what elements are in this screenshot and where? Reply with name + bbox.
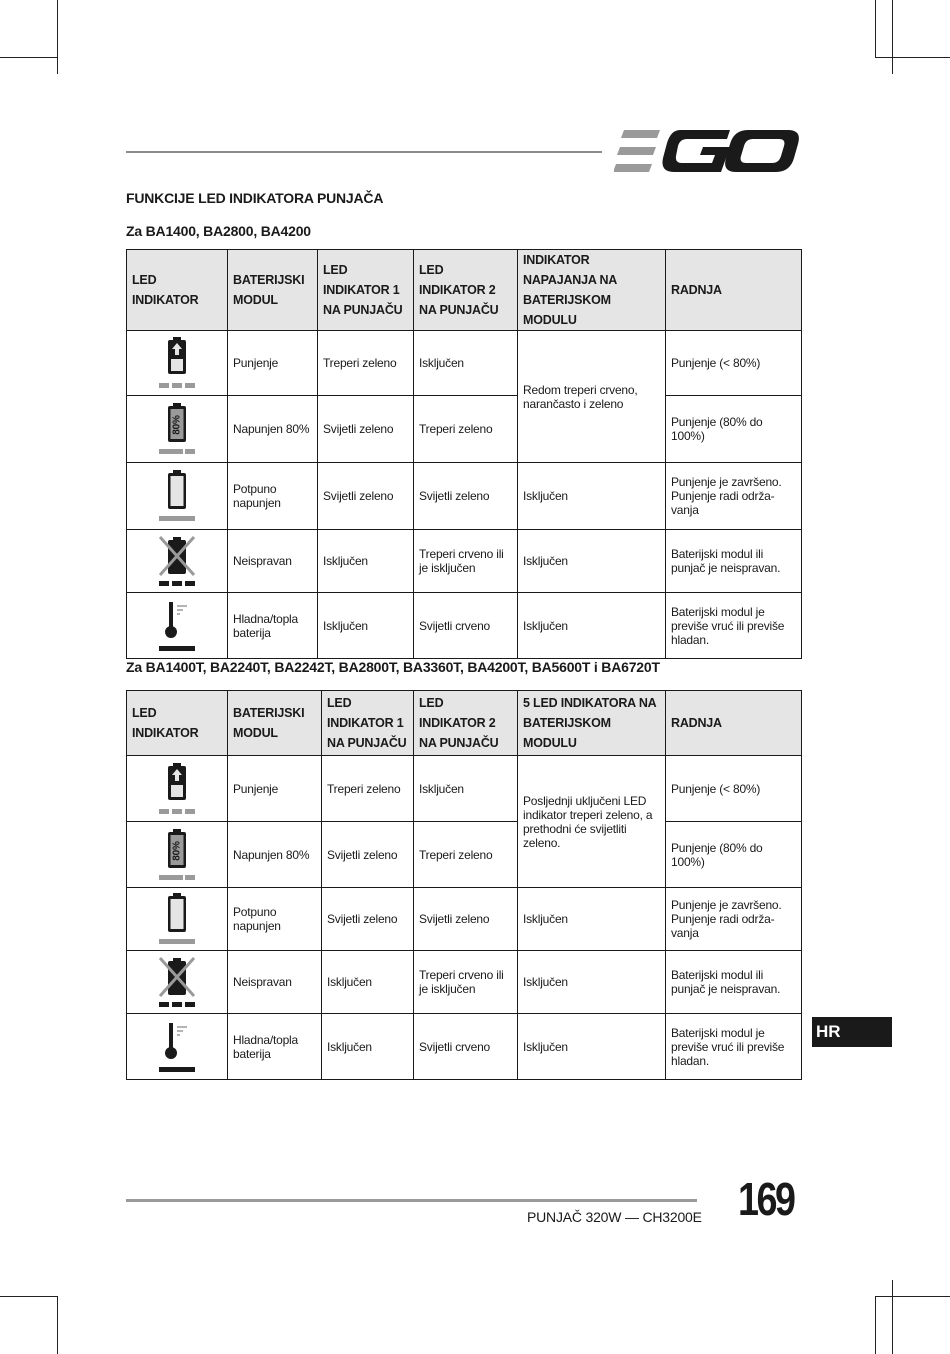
crop-mark	[0, 57, 57, 58]
battery-faulty-icon	[155, 533, 199, 589]
battery-leds-state: Isključen	[518, 1014, 666, 1080]
led1-state: Svijetli zeleno	[322, 822, 414, 888]
table-header-row	[127, 250, 802, 331]
led-table-1	[126, 249, 802, 659]
svg-text:80%: 80%	[171, 415, 183, 435]
battery-state: Neispravan	[228, 951, 322, 1014]
battery-state: Punjenje	[228, 331, 318, 396]
action-text: Punjenje (< 80%)	[666, 756, 802, 822]
led1-state: Isključen	[322, 1014, 414, 1080]
header-led-indicator: LED INDIKATOR	[127, 250, 228, 331]
battery-faulty-icon	[155, 954, 199, 1010]
battery-state: Potpuno napunjen	[228, 463, 318, 530]
battery-state: Neispravan	[228, 530, 318, 593]
led2-state: Treperi zeleno	[414, 822, 518, 888]
header-led2: LED INDIKATOR 2 NA PUNJAČU	[414, 691, 518, 756]
action-text: Baterijski modul je previše vruć ili previše hladan.	[666, 593, 802, 659]
crop-mark	[892, 0, 893, 74]
battery-state: Punjenje	[228, 756, 322, 822]
led2-state: Treperi crveno ili je isključen	[414, 951, 518, 1014]
battery-state: Napunjen 80%	[228, 822, 322, 888]
led-indicator-cell	[127, 822, 228, 888]
power-indicator-state: Isključen	[518, 463, 666, 530]
table-row	[127, 951, 802, 1014]
page-title: FUNKCIJE LED INDIKATORA PUNJAČA	[126, 190, 384, 206]
table-row	[127, 593, 802, 659]
language-tab: HR	[812, 1017, 892, 1047]
battery-leds-state: Posljednji uključeni LED indikator treperi zeleno, a prethodni će svijetliti zeleno.	[518, 756, 666, 888]
led-indicator-cell	[127, 530, 228, 593]
led-indicator-cell	[127, 1014, 228, 1080]
footer-rule	[126, 1199, 697, 1202]
table1-subtitle: Za BA1400, BA2800, BA4200	[126, 223, 311, 239]
led2-state: Isključen	[414, 331, 518, 396]
battery-charging-icon	[155, 761, 199, 817]
action-text: Punjenje (80% do 100%)	[666, 396, 802, 463]
ego-logo	[614, 128, 800, 174]
header-battery-module: BATERIJSKI MODUL	[228, 691, 322, 756]
led-indicator-cell	[127, 756, 228, 822]
led-indicator-cell	[127, 888, 228, 951]
action-text: Baterijski modul ili punjač je neispravan.	[666, 530, 802, 593]
crop-mark	[875, 0, 876, 58]
power-indicator-state: Isključen	[518, 593, 666, 659]
table-row	[127, 530, 802, 593]
led2-state: Svijetli zeleno	[414, 463, 518, 530]
header-battery-leds: 5 LED INDIKATORA NA BATERIJSKOM MODULU	[518, 691, 666, 756]
led-indicator-cell	[127, 396, 228, 463]
battery-leds-state: Isključen	[518, 951, 666, 1014]
action-text: Punjenje (80% do 100%)	[666, 822, 802, 888]
led1-state: Isključen	[322, 951, 414, 1014]
battery-full-icon	[155, 468, 199, 524]
crop-mark	[0, 1296, 57, 1297]
table-row	[127, 331, 802, 396]
table-row	[127, 888, 802, 951]
led1-state: Svijetli zeleno	[318, 396, 414, 463]
battery-state: Napunjen 80%	[228, 396, 318, 463]
led1-state: Isključen	[318, 530, 414, 593]
crop-mark	[875, 1296, 876, 1354]
led1-state: Svijetli zeleno	[322, 888, 414, 951]
header-battery-module: BATERIJSKI MODUL	[228, 250, 318, 331]
led1-state: Isključen	[318, 593, 414, 659]
led2-state: Treperi crveno ili je isključen	[414, 530, 518, 593]
power-indicator-state: Isključen	[518, 530, 666, 593]
table-row	[127, 463, 802, 530]
header-led2: LED INDIKATOR 2 NA PUNJAČU	[414, 250, 518, 331]
led-indicator-cell	[127, 331, 228, 396]
led2-state: Treperi zeleno	[414, 396, 518, 463]
battery-state: Potpuno napunjen	[228, 888, 322, 951]
header-led-indicator: LED INDIKATOR	[127, 691, 228, 756]
table-row	[127, 756, 802, 822]
led2-state: Isključen	[414, 756, 518, 822]
led-indicator-cell	[127, 463, 228, 530]
header-power-indicator: INDIKATOR NAPAJANJA NA BATERIJSKOM MODULU	[518, 250, 666, 331]
table-row	[127, 396, 802, 463]
led2-state: Svijetli zeleno	[414, 888, 518, 951]
led-indicator-cell	[127, 951, 228, 1014]
action-text: Punjenje je završeno. Punjenje radi održa-vanja	[666, 888, 802, 951]
header-led1: LED INDIKATOR 1 NA PUNJAČU	[322, 691, 414, 756]
crop-mark	[57, 0, 58, 74]
battery-state: Hladna/topla baterija	[228, 593, 318, 659]
crop-mark	[876, 57, 950, 58]
action-text: Punjenje je završeno. Punjenje radi održa-vanja	[666, 463, 802, 530]
table-row	[127, 822, 802, 888]
battery-80-percent-icon	[155, 827, 199, 883]
led1-state: Treperi zeleno	[322, 756, 414, 822]
led-indicator-cell	[127, 593, 228, 659]
header-rule	[126, 151, 602, 153]
led-table-2	[126, 690, 802, 1080]
footer-product-name: PUNJAČ 320W — CH3200E	[527, 1209, 702, 1225]
header-led1: LED INDIKATOR 1 NA PUNJAČU	[318, 250, 414, 331]
action-text: Punjenje (< 80%)	[666, 331, 802, 396]
table-header-row	[127, 691, 802, 756]
header-action: RADNJA	[666, 250, 802, 331]
battery-state: Hladna/topla baterija	[228, 1014, 322, 1080]
crop-mark	[892, 1280, 893, 1354]
svg-text:80%: 80%	[171, 840, 183, 861]
led2-state: Svijetli crveno	[414, 1014, 518, 1080]
action-text: Baterijski modul ili punjač je neispravan.	[666, 951, 802, 1014]
led1-state: Treperi zeleno	[318, 331, 414, 396]
power-indicator-state: Redom treperi crveno, narančasto i zeleno	[518, 331, 666, 463]
table2-subtitle: Za BA1400T, BA2240T, BA2242T, BA2800T, BA3360T, BA4200T, BA5600T i BA6720T	[126, 659, 660, 675]
header-action: RADNJA	[666, 691, 802, 756]
thermometer-icon	[155, 1019, 199, 1075]
thermometer-icon	[155, 598, 199, 654]
battery-full-icon	[155, 891, 199, 947]
battery-80-percent-icon	[155, 401, 199, 457]
table-row	[127, 1014, 802, 1080]
crop-mark	[876, 1296, 950, 1297]
led2-state: Svijetli crveno	[414, 593, 518, 659]
crop-mark	[57, 1296, 58, 1354]
battery-charging-icon	[155, 335, 199, 391]
page-number: 169	[738, 1173, 794, 1225]
action-text: Baterijski modul je previše vruć ili previše hladan.	[666, 1014, 802, 1080]
battery-leds-state: Isključen	[518, 888, 666, 951]
led1-state: Svijetli zeleno	[318, 463, 414, 530]
